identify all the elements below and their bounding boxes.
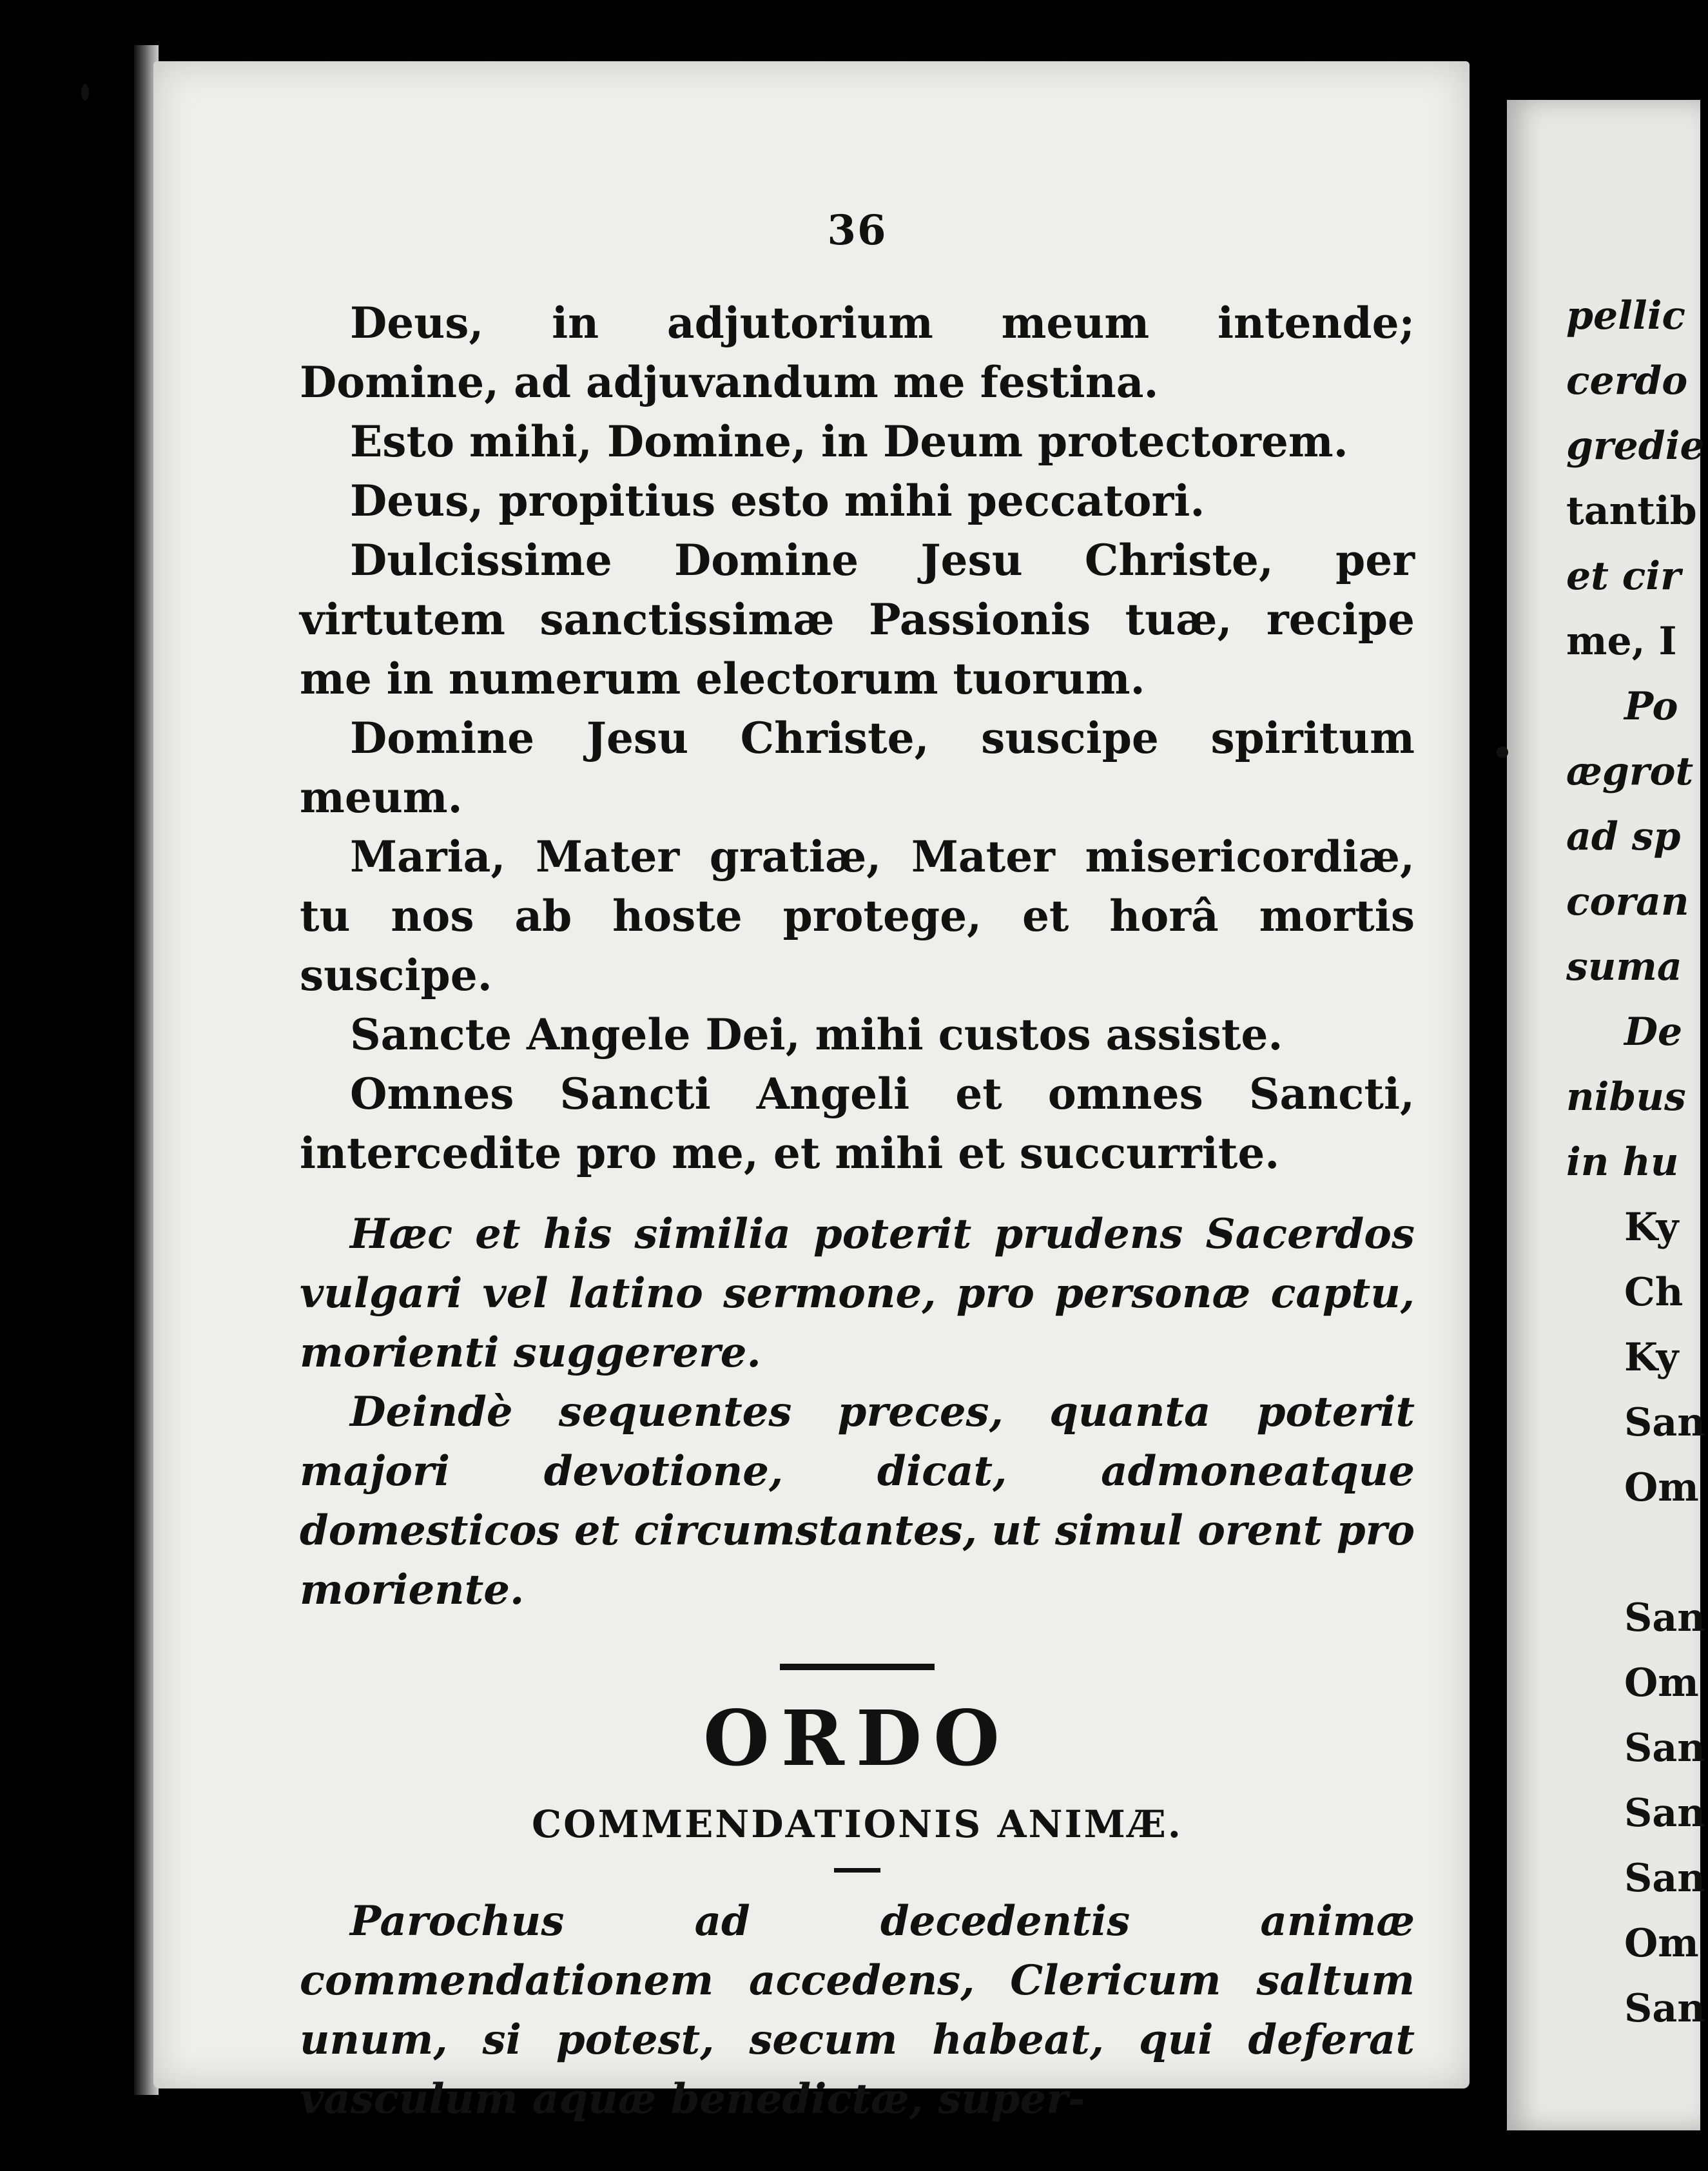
section-divider (780, 1664, 935, 1670)
spacer (300, 1183, 1415, 1205)
prayer-deus-propitius: Deus, propitius esto mihi peccatori. (350, 476, 1205, 526)
page-number: 36 (827, 206, 888, 255)
rubric-haec-et-his: Hæc et his similia poterit prudens Sacerdos vulgari vel latino sermone, pro personæ captu, morienti suggerere. (300, 1210, 1415, 1377)
fragment-line: San (1624, 1726, 1705, 1771)
subtitle-divider (834, 1868, 880, 1873)
prayer-suscipe-spiritum: Domine Jesu Christe, suscipe spiritum meum. (300, 713, 1415, 823)
fragment-line: tantib (1566, 489, 1697, 534)
fragment-line: et cir (1566, 554, 1681, 599)
fragment-line: San (1624, 1986, 1705, 2031)
ink-speck (1497, 746, 1508, 758)
fragment-line: Ky (1624, 1335, 1679, 1380)
rubric-parochus: Parochus ad decedentis animæ commendationem accedens, Clericum saltum unum, si potest, secum habeat, qui deferat vasculum aquæ benedictæ, super- (300, 1897, 1415, 2123)
fragment-line: Po (1624, 684, 1678, 729)
fragment-line: ad sp (1566, 814, 1681, 859)
prayer-sancte-angele: Sancte Angele Dei, mihi custos assiste. (350, 1009, 1283, 1060)
fragment-line: ægrot (1566, 749, 1694, 794)
fragment-blank (1566, 1521, 1708, 1586)
right-page-text-fragments (1566, 284, 1708, 2041)
rubric-deinde-sequentes: Deindè sequentes preces, quanta poterit majori devotione, dicat, admoneatque domesticos et circumstantes, ut simul orent pro moriente. (300, 1388, 1415, 1614)
fragment-line: Om (1624, 1465, 1699, 1510)
fragment-line: De (1624, 1009, 1683, 1055)
fragment-line: in hu (1566, 1140, 1679, 1185)
prayer-dulcissime-domine: Dulcissime Domine Jesu Christe, per virtutem sanctissimæ Passionis tuæ, recipe me in numerum electorum tuorum. (300, 535, 1415, 704)
fragment-line: suma (1566, 944, 1682, 989)
fragment-line: Ch (1624, 1270, 1684, 1315)
fragment-line: me, I (1566, 619, 1677, 664)
prayer-esto-mihi: Esto mihi, Domine, in Deum protectorem. (350, 416, 1348, 467)
fragment-line: gredie (1566, 423, 1705, 469)
section-title: ORDO (703, 1693, 1011, 1783)
fragment-line: San (1624, 1856, 1705, 1901)
fragment-line: Ky (1624, 1205, 1679, 1250)
prayer-maria-mater-gratiae: Maria, Mater gratiæ, Mater misericordiæ, tu nos ab hoste protege, et horâ mortis suscipe. (300, 832, 1415, 1000)
fragment-line: coran (1566, 879, 1689, 924)
ink-speck (81, 84, 89, 101)
fragment-line: pellic (1566, 293, 1686, 338)
fragment-line: San (1624, 1400, 1705, 1445)
section-subtitle: COMMENDATIONIS ANIMÆ. (531, 1802, 1183, 1846)
prayer-omnes-sancti: Omnes Sancti Angeli et omnes Sancti, intercedite pro me, et mihi et succurrite. (300, 1069, 1415, 1178)
fragment-line: cerdo (1566, 358, 1688, 404)
prayer-deus-in-adjutorium: Deus, in adjutorium meum intende; Domine, ad adjuvandum me festina. (300, 298, 1415, 407)
fragment-line: nibus (1566, 1075, 1686, 1120)
fragment-line: San (1624, 1595, 1705, 1640)
fragment-line: Om (1624, 1660, 1699, 1706)
left-page-text (300, 206, 1415, 2129)
fragment-line: San (1624, 1791, 1705, 1836)
fragment-line: Om (1624, 1921, 1699, 1966)
